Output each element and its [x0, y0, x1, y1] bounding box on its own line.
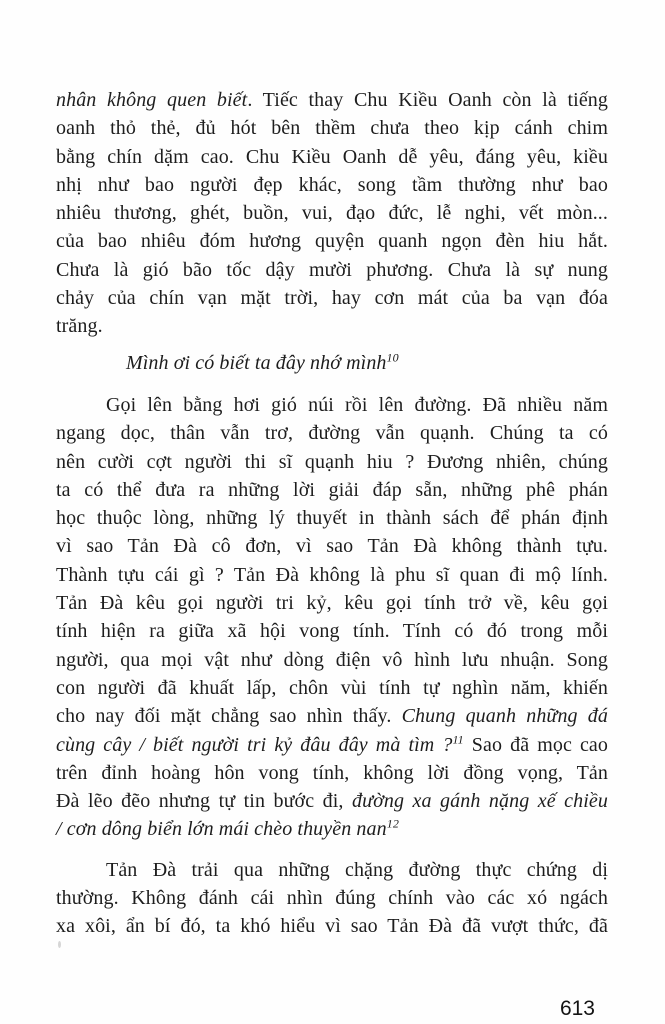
- text-line: [56, 199, 608, 227]
- text-run: nên cười cợt người thi sĩ quạnh hiu ? Đương nhiên, chúng: [56, 450, 608, 473]
- text-run: ta có thể đưa ra những lời giải đáp sẵn, những phê phán: [56, 478, 608, 501]
- text-run: . Tiếc thay Chu Kiều Oanh còn là tiếng: [247, 89, 608, 111]
- text-line: [56, 731, 608, 759]
- text-run: trăng.: [56, 315, 103, 338]
- text-run: Gọi lên bằng hơi gió núi rồi lên đường. Đã nhiều năm: [106, 393, 608, 416]
- text-run: Chưa là gió bão tốc dậy mười phương. Chưa là sự nung: [56, 258, 608, 281]
- text-line: [56, 702, 608, 730]
- paragraph: [56, 856, 608, 941]
- text-line: [56, 227, 608, 255]
- text-run: oanh thỏ thẻ, đủ hót bên thềm chưa theo kịp cánh chim: [56, 117, 608, 140]
- text-run: cho nay đối mặt chẳng sao nhìn thấy.: [56, 705, 402, 728]
- scan-artifact: [58, 941, 61, 948]
- text-run: học thuộc lòng, những lý thuyết in thành sách để phán định: [56, 507, 608, 530]
- text-line: [56, 391, 608, 419]
- text-line: [56, 532, 608, 560]
- text-line: [56, 284, 608, 312]
- paragraph: [56, 86, 608, 341]
- page-number: 613: [559, 997, 595, 1020]
- text-run: người, qua mọi vật như dòng điện vô hình lưu nhuận. Song: [56, 648, 608, 671]
- text-line: [56, 171, 608, 199]
- text-line: [56, 617, 608, 645]
- text-line: [126, 349, 608, 377]
- text-run: Tản Đà kêu gọi người tri kỷ, kêu gọi tính trở về, kêu gọi: [56, 592, 608, 615]
- text-run: con người đã khuất lấp, chôn vùi tính tự nghìn năm, khiến: [56, 676, 608, 699]
- text-run: / cơn dông biển lớn mái chèo thuyền nan: [56, 818, 387, 841]
- footnote-superscript: 12: [386, 816, 399, 831]
- text-line: [56, 504, 608, 532]
- text-line: [56, 884, 608, 912]
- text-run: chảy của chín vạn mặt trời, hay cơn mát của ba vạn đóa: [56, 287, 608, 310]
- text-run: Sao đã mọc cao: [463, 733, 609, 756]
- text-run: vì sao Tản Đà cô đơn, vì sao Tản Đà không thành tựu.: [56, 535, 608, 558]
- text-run: Chung quanh những đá: [401, 705, 609, 728]
- text-line: [56, 476, 608, 504]
- paragraph: [56, 391, 608, 844]
- text-run: thường. Không đánh cái nhìn đúng chính vào các xó ngách: [56, 887, 608, 910]
- text-line: [56, 646, 608, 674]
- text-line: [56, 912, 608, 940]
- text-line: [56, 86, 608, 114]
- text-run: cùng cây / biết người tri kỷ đâu đây mà tìm ?: [56, 733, 453, 756]
- text-run: tính hiện ra giữa xã hội vong tính. Tính có đó trong mỗi: [56, 620, 608, 643]
- footnote-superscript: 11: [452, 731, 464, 746]
- text-run: Đà lẽo đẽo nhưng tự tin bước đi,: [56, 790, 352, 813]
- text-line: [56, 815, 608, 843]
- text-line: [56, 114, 608, 142]
- text-line: [56, 448, 608, 476]
- text-line: [56, 787, 608, 815]
- text-run: trên đỉnh hoàng hôn vong tính, không lời đồng vọng, Tản: [56, 761, 608, 784]
- text-run: nhị như bao người đẹp khác, song tầm thường như bao: [56, 173, 608, 196]
- verse-quote: [126, 349, 608, 377]
- text-run: Mình ơi có biết ta đây nhớ mình: [126, 351, 387, 374]
- text-line: [56, 589, 608, 617]
- text-line: [56, 256, 608, 284]
- text-line: [56, 856, 608, 884]
- text-run: ngang dọc, thân vẫn trơ, đường vẫn quạnh. Chúng ta có: [56, 422, 608, 445]
- text-run: nhân không quen biết: [56, 89, 248, 111]
- text-line: [56, 759, 608, 787]
- text-column: [56, 86, 608, 941]
- text-run: của bao nhiêu đóm hương quyện quanh ngọn đèn hiu hắt.: [56, 230, 608, 253]
- footnote-superscript: 10: [386, 350, 399, 365]
- text-line: [56, 143, 608, 171]
- text-line: [56, 561, 608, 589]
- text-run: nhiêu thương, ghét, buồn, vui, đạo đức, lễ nghi, vết mòn...: [56, 202, 608, 225]
- text-line: [56, 419, 608, 447]
- text-run: đường xa gánh nặng xế chiều: [351, 790, 608, 813]
- text-run: Tản Đà trải qua những chặng đường thực chứng dị: [106, 858, 608, 881]
- text-line: [56, 312, 608, 340]
- text-run: xa xôi, ẩn bí đó, ta khó hiểu vì sao Tản Đà đã vượt thức, đã: [56, 915, 608, 938]
- text-run: bằng chín dặm cao. Chu Kiều Oanh dễ yêu, đáng yêu, kiều: [56, 145, 608, 168]
- text-line: [56, 674, 608, 702]
- text-run: Thành tựu cái gì ? Tản Đà không là phu sĩ quan đi mộ lính.: [56, 563, 608, 586]
